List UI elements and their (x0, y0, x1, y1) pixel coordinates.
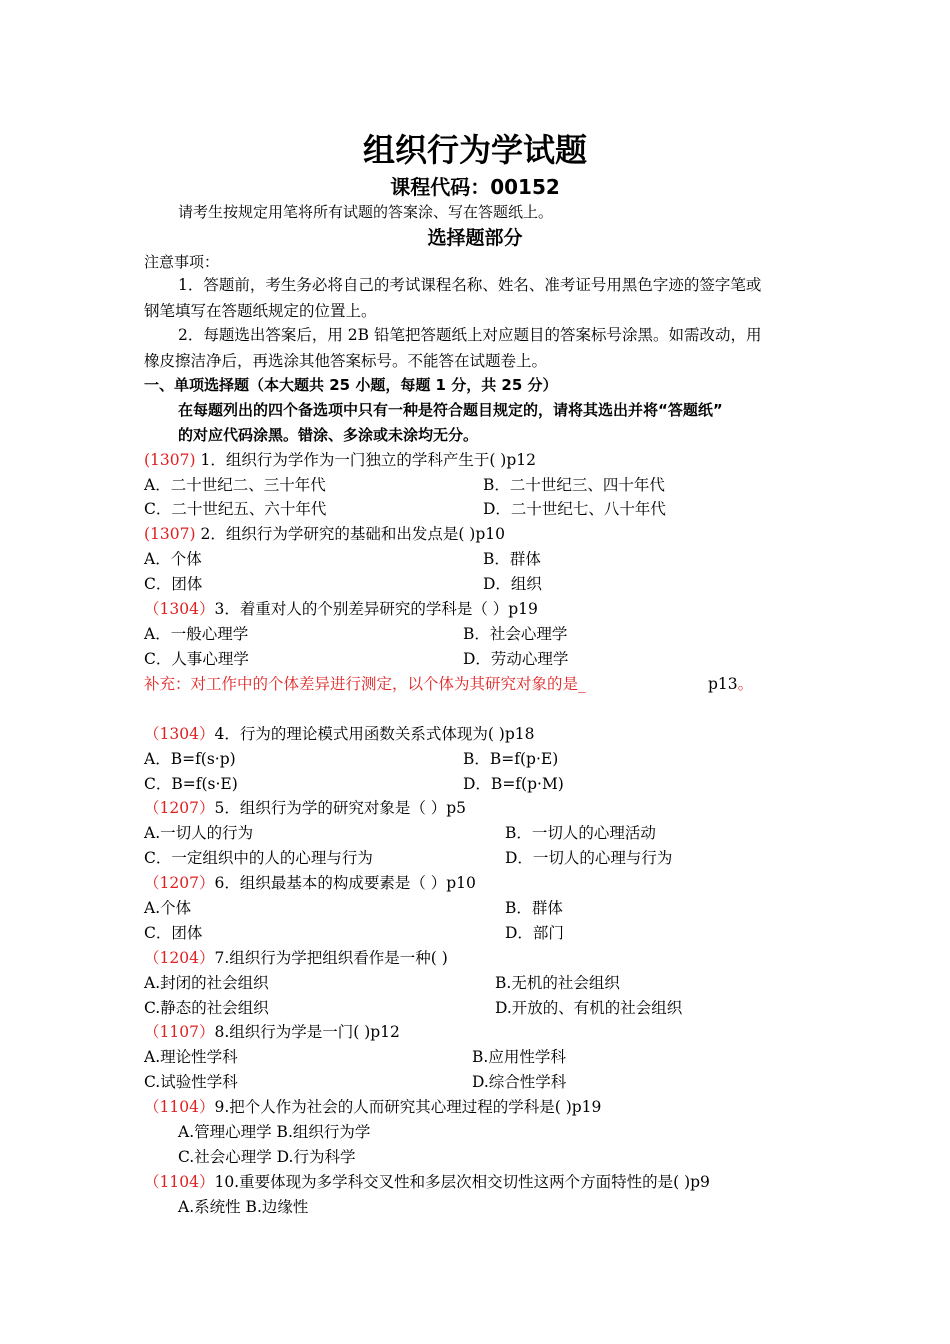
question-7 (144, 946, 448, 971)
q2-option-d: D．组织 (483, 575, 542, 593)
question-2 (144, 522, 505, 547)
question-text: 10.重要体现为多学科交叉性和多层次相交切性这两个方面特性的是( )p9 (214, 1173, 710, 1191)
q7-option-a: A.封闭的社会组织 (144, 974, 269, 992)
notes-heading: 注意事项： (144, 253, 220, 271)
q7-option-d: D.开放的、有机的社会组织 (495, 999, 683, 1017)
question-6 (144, 871, 476, 896)
q3-option-c: C．人事心理学 (144, 650, 249, 668)
q6-option-a: A.个体 (144, 899, 192, 917)
q4-option-c: C．B=f(s·E) (144, 775, 238, 793)
q10-options-ab: A.系统性 B.边缘性 (178, 1198, 309, 1216)
q8-option-d: D.综合性学科 (472, 1073, 567, 1091)
question-text: 8.组织行为学是一门( )p12 (214, 1023, 400, 1041)
q4-option-b: B．B=f(p·E) (463, 750, 559, 768)
question-source-tag: （1204） (144, 949, 215, 967)
note-2-line-1: 2．每题选出答案后，用 2B 铅笔把答题纸上对应题目的答案标号涂黑。如需改动，用 (178, 326, 762, 344)
supplement-page-ref: p13 (708, 675, 738, 693)
question-text: 9.把个人作为社会的人而研究其心理过程的学科是( )p19 (214, 1098, 602, 1116)
question-1 (144, 448, 536, 473)
note-1-line-2: 钢笔填写在答题纸规定的位置上。 (144, 302, 377, 320)
q6-option-c: C．团体 (144, 924, 203, 942)
q1-option-c: C．二十世纪五、六十年代 (144, 500, 327, 518)
note-1-line-1: 1．答题前，考生务必将自己的考试课程名称、姓名、准考证号用黑色字迹的签字笔或 (178, 276, 762, 294)
q7-option-b: B.无机的社会组织 (495, 974, 620, 992)
q2-option-b: B．群体 (483, 550, 541, 568)
question-text: 6．组织最基本的构成要素是（ ）p10 (214, 874, 476, 892)
q2-option-a: A．个体 (144, 550, 202, 568)
part1-desc-line-2: 的对应代码涂黑。错涂、多涂或未涂均无分。 (178, 426, 479, 444)
q3-option-d: D．劳动心理学 (463, 650, 569, 668)
exam-instruction: 请考生按规定用笔将所有试题的答案涂、写在答题纸上。 (178, 203, 554, 221)
q9-options-ab: A.管理心理学 B.组织行为学 (178, 1123, 371, 1141)
q2-option-c: C．团体 (144, 575, 203, 593)
section-title: 选择题部分 (427, 227, 523, 249)
q3-option-a: A．一般心理学 (144, 625, 249, 643)
q8-option-b: B.应用性学科 (472, 1048, 566, 1066)
q4-option-a: A．B=f(s·p) (144, 750, 236, 768)
question-source-tag: （1104） (144, 1173, 215, 1191)
q5-option-a: A.一切人的行为 (144, 824, 254, 842)
q9-options-cd: C.社会心理学 D.行为科学 (178, 1148, 356, 1166)
question-source-tag: (1307) (144, 451, 201, 469)
part1-desc-line-1: 在每题列出的四个备选项中只有一种是符合题目规定的，请将其选出并将“答题纸” (178, 401, 723, 419)
question-text: 2．组织行为学研究的基础和出发点是( )p10 (200, 525, 505, 543)
question-source-tag: （1304） (144, 725, 215, 743)
q5-option-c: C．一定组织中的人的心理与行为 (144, 849, 373, 867)
q1-option-b: B．二十世纪三、四十年代 (483, 476, 665, 494)
q5-option-b: B．一切人的心理活动 (505, 824, 656, 842)
question-8 (144, 1020, 400, 1045)
supplement-page (708, 672, 753, 697)
course-code: 课程代码：00152 (390, 175, 560, 199)
question-text: 4．行为的理论模式用函数关系式体现为( )p18 (214, 725, 535, 743)
question-text: 1．组织行为学作为一门独立的学科产生于( )p12 (200, 451, 536, 469)
q6-option-d: D．部门 (505, 924, 564, 942)
q3-option-b: B．社会心理学 (463, 625, 568, 643)
q7-option-c: C.静态的社会组织 (144, 999, 269, 1017)
question-10 (144, 1170, 710, 1195)
question-source-tag: （1304） (144, 600, 215, 618)
question-source-tag: (1307) (144, 525, 201, 543)
question-4 (144, 722, 534, 747)
supplement-dot: 。 (737, 675, 754, 693)
note-2-line-2: 橡皮擦洁净后，再选涂其他答案标号。不能答在试题卷上。 (144, 352, 548, 370)
question-9 (144, 1095, 601, 1120)
question-text: 3．着重对人的个别差异研究的学科是（ ）p19 (214, 600, 538, 618)
q1-option-d: D．二十世纪七、八十年代 (483, 500, 666, 518)
supplement-note: 补充：对工作中的个体差异进行测定，以个体为其研究对象的是_ (144, 675, 586, 693)
question-source-tag: （1104） (144, 1098, 215, 1116)
document-title: 组织行为学试题 (362, 131, 587, 169)
q1-option-a: A．二十世纪二、三十年代 (144, 476, 326, 494)
q4-option-d: D．B=f(p·M) (463, 775, 564, 793)
question-text: 7.组织行为学把组织看作是一种( ) (214, 949, 448, 967)
question-source-tag: （1107） (144, 1023, 215, 1041)
q8-option-a: A.理论性学科 (144, 1048, 238, 1066)
question-3 (144, 597, 538, 622)
question-source-tag: （1207） (144, 874, 215, 892)
question-text: 5．组织行为学的研究对象是（ ）p5 (214, 799, 467, 817)
part1-heading: 一、单项选择题（本大题共 25 小题，每题 1 分，共 25 分） (144, 376, 558, 394)
q8-option-c: C.试验性学科 (144, 1073, 238, 1091)
q5-option-d: D．一切人的心理与行为 (505, 849, 673, 867)
question-source-tag: （1207） (144, 799, 215, 817)
question-5 (144, 796, 466, 821)
q6-option-b: B．群体 (505, 899, 563, 917)
